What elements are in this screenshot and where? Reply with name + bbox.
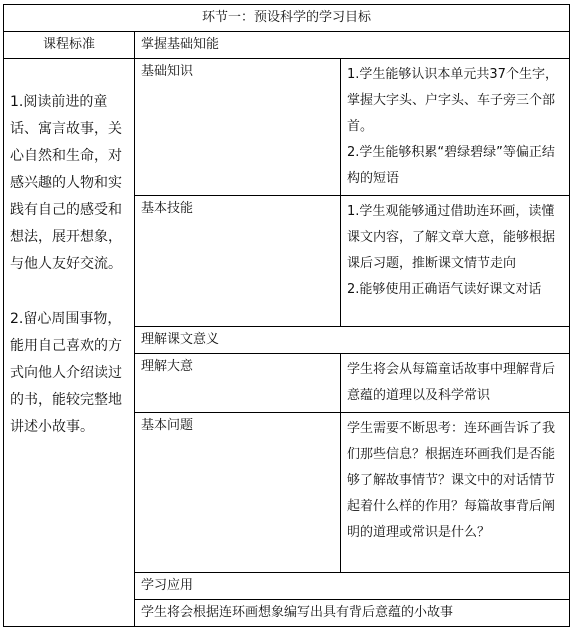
understanding-section-header: 理解课文意义 [135, 327, 570, 354]
standard-item-2: 2.留心周围事物，能用自己喜欢的方式向他人介绍读过的书，能较完整地讲述小故事。 [10, 311, 122, 435]
basic-knowledge-item-2: 2.学生能够积累“碧绿碧绿”等偏正结构的短语 [347, 145, 555, 186]
header-basic-skills-knowledge: 掌握基础知能 [135, 32, 570, 59]
application-content: 学生将会根据连环画想象编写出具有背后意蕴的小故事 [135, 600, 570, 627]
main-idea-content: 学生将会从每篇童话故事中理解背后意蕴的道理以及科学常识 [341, 354, 570, 413]
standard-item-1: 1.阅读前进的童话、寓言故事，关心自然和生命，对感兴趣的人物和实践有自己的感受和想法，展开想象，与他人友好交流。 [10, 94, 122, 272]
basic-knowledge-content [341, 59, 570, 196]
application-section-header: 学习应用 [135, 573, 570, 600]
basic-skills-item-2: 2.能够使用正确语气读好课文对话 [347, 282, 542, 297]
basic-knowledge-item-1: 1.学生能够认识本单元共37个生字，掌握大字头、户字头、车子旁三个部首。 [347, 67, 558, 134]
basic-skills-content [341, 196, 570, 327]
header-course-standard: 课程标准 [4, 32, 135, 59]
learning-objectives-table [3, 4, 570, 627]
basic-knowledge-label: 基础知识 [135, 59, 341, 196]
basic-skills-item-1: 1.学生观能够通过借助连环画，读懂课文内容，了解文章大意，能够根据课后习题，推断课文情节走向 [347, 204, 556, 271]
basic-questions-label: 基本问题 [135, 413, 341, 573]
course-standards-cell [4, 59, 135, 627]
table-title: 环节一：预设科学的学习目标 [4, 5, 570, 32]
main-idea-label: 理解大意 [135, 354, 341, 413]
basic-questions-content: 学生需要不断思考：连环画告诉了我们那些信息？根据连环画我们是否能够了解故事情节？课文中的对话情节起着什么样的作用？每篇故事背后阐明的道理或常识是什么？ [341, 413, 570, 573]
basic-skills-label: 基本技能 [135, 196, 341, 327]
